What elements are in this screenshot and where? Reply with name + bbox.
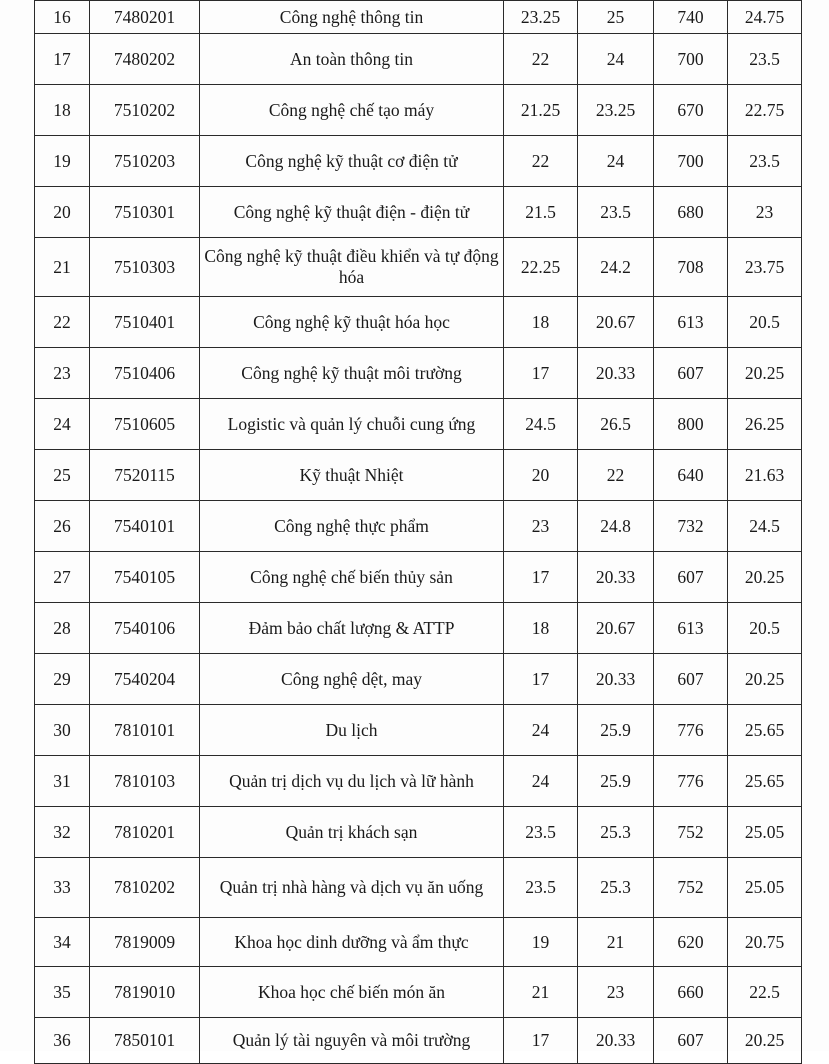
score-1-cell: 21.25 (504, 85, 578, 136)
score-1-cell: 22 (504, 34, 578, 85)
major-name-cell: An toàn thông tin (200, 34, 504, 85)
score-1-cell: 24 (504, 756, 578, 807)
major-code-cell: 7810202 (90, 858, 200, 918)
score-1-cell: 20 (504, 450, 578, 501)
score-3-cell: 613 (654, 297, 728, 348)
table-row (35, 1018, 802, 1064)
row-number-cell: 23 (35, 348, 90, 399)
score-1-cell: 23.5 (504, 807, 578, 858)
table-row (35, 187, 802, 238)
major-name-cell: Kỹ thuật Nhiệt (200, 450, 504, 501)
row-number-cell: 32 (35, 807, 90, 858)
score-3-cell: 776 (654, 756, 728, 807)
row-number-cell: 31 (35, 756, 90, 807)
score-2-cell: 20.33 (578, 348, 654, 399)
score-2-cell: 23.25 (578, 85, 654, 136)
row-number-cell: 18 (35, 85, 90, 136)
row-number-cell: 35 (35, 967, 90, 1018)
score-4-cell: 23.5 (728, 34, 802, 85)
score-3-cell: 752 (654, 858, 728, 918)
score-1-cell: 22.25 (504, 238, 578, 297)
major-name-cell: Công nghệ kỹ thuật điều khiển và tự động hóa (200, 238, 504, 297)
major-name-cell: Công nghệ kỹ thuật hóa học (200, 297, 504, 348)
table-row (35, 501, 802, 552)
score-4-cell: 20.25 (728, 552, 802, 603)
major-name-cell: Công nghệ thực phẩm (200, 501, 504, 552)
score-4-cell: 24.5 (728, 501, 802, 552)
score-2-cell: 23 (578, 967, 654, 1018)
row-number-cell: 28 (35, 603, 90, 654)
row-number-cell: 26 (35, 501, 90, 552)
score-2-cell: 20.33 (578, 552, 654, 603)
score-1-cell: 17 (504, 552, 578, 603)
score-4-cell: 22.5 (728, 967, 802, 1018)
score-2-cell: 26.5 (578, 399, 654, 450)
score-2-cell: 24 (578, 34, 654, 85)
score-2-cell: 22 (578, 450, 654, 501)
table-row (35, 399, 802, 450)
score-3-cell: 607 (654, 654, 728, 705)
score-3-cell: 800 (654, 399, 728, 450)
score-3-cell: 740 (654, 1, 728, 34)
major-name-cell: Đảm bảo chất lượng & ATTP (200, 603, 504, 654)
score-2-cell: 20.33 (578, 1018, 654, 1064)
major-code-cell: 7540204 (90, 654, 200, 705)
row-number-cell: 33 (35, 858, 90, 918)
score-2-cell: 21 (578, 918, 654, 967)
major-name-cell: Khoa học chế biến món ăn (200, 967, 504, 1018)
row-number-cell: 16 (35, 1, 90, 34)
row-number-cell: 34 (35, 918, 90, 967)
major-code-cell: 7480202 (90, 34, 200, 85)
score-1-cell: 24.5 (504, 399, 578, 450)
table-row (35, 1, 802, 34)
major-name-cell: Công nghệ kỹ thuật môi trường (200, 348, 504, 399)
score-3-cell: 680 (654, 187, 728, 238)
major-code-cell: 7540105 (90, 552, 200, 603)
table-row (35, 450, 802, 501)
major-code-cell: 7480201 (90, 1, 200, 34)
score-1-cell: 19 (504, 918, 578, 967)
score-1-cell: 18 (504, 297, 578, 348)
row-number-cell: 25 (35, 450, 90, 501)
score-3-cell: 700 (654, 34, 728, 85)
row-number-cell: 20 (35, 187, 90, 238)
score-4-cell: 23.75 (728, 238, 802, 297)
score-1-cell: 23.25 (504, 1, 578, 34)
score-2-cell: 25.9 (578, 756, 654, 807)
major-code-cell: 7850101 (90, 1018, 200, 1064)
major-code-cell: 7510301 (90, 187, 200, 238)
score-2-cell: 20.67 (578, 603, 654, 654)
major-code-cell: 7540106 (90, 603, 200, 654)
major-name-cell: Công nghệ kỹ thuật cơ điện tử (200, 136, 504, 187)
score-3-cell: 607 (654, 1018, 728, 1064)
score-3-cell: 640 (654, 450, 728, 501)
score-4-cell: 23.5 (728, 136, 802, 187)
score-1-cell: 21.5 (504, 187, 578, 238)
score-3-cell: 660 (654, 967, 728, 1018)
major-code-cell: 7810101 (90, 705, 200, 756)
score-4-cell: 26.25 (728, 399, 802, 450)
table-row (35, 136, 802, 187)
row-number-cell: 27 (35, 552, 90, 603)
table-row (35, 654, 802, 705)
major-code-cell: 7810201 (90, 807, 200, 858)
row-number-cell: 24 (35, 399, 90, 450)
score-2-cell: 25.3 (578, 858, 654, 918)
score-3-cell: 613 (654, 603, 728, 654)
table-row (35, 858, 802, 918)
major-name-cell: Công nghệ kỹ thuật điện - điện tử (200, 187, 504, 238)
score-1-cell: 23 (504, 501, 578, 552)
major-code-cell: 7510303 (90, 238, 200, 297)
major-code-cell: 7520115 (90, 450, 200, 501)
score-1-cell: 23.5 (504, 858, 578, 918)
score-2-cell: 24.8 (578, 501, 654, 552)
score-4-cell: 24.75 (728, 1, 802, 34)
row-number-cell: 19 (35, 136, 90, 187)
score-2-cell: 24 (578, 136, 654, 187)
table-row (35, 705, 802, 756)
table-row (35, 807, 802, 858)
major-name-cell: Công nghệ dệt, may (200, 654, 504, 705)
row-number-cell: 29 (35, 654, 90, 705)
score-4-cell: 23 (728, 187, 802, 238)
score-4-cell: 22.75 (728, 85, 802, 136)
row-number-cell: 22 (35, 297, 90, 348)
score-1-cell: 17 (504, 348, 578, 399)
score-1-cell: 18 (504, 603, 578, 654)
table-row (35, 552, 802, 603)
major-code-cell: 7540101 (90, 501, 200, 552)
major-name-cell: Quản trị nhà hàng và dịch vụ ăn uống (200, 858, 504, 918)
score-4-cell: 20.25 (728, 348, 802, 399)
table-row (35, 348, 802, 399)
table-row (35, 603, 802, 654)
major-name-cell: Quản trị dịch vụ du lịch và lữ hành (200, 756, 504, 807)
score-3-cell: 607 (654, 552, 728, 603)
score-1-cell: 24 (504, 705, 578, 756)
major-code-cell: 7510202 (90, 85, 200, 136)
major-name-cell: Công nghệ chế tạo máy (200, 85, 504, 136)
score-2-cell: 23.5 (578, 187, 654, 238)
major-name-cell: Công nghệ chế biến thủy sản (200, 552, 504, 603)
table-row (35, 238, 802, 297)
major-code-cell: 7510203 (90, 136, 200, 187)
major-code-cell: 7510401 (90, 297, 200, 348)
score-2-cell: 24.2 (578, 238, 654, 297)
score-3-cell: 708 (654, 238, 728, 297)
table-row (35, 85, 802, 136)
score-3-cell: 620 (654, 918, 728, 967)
score-3-cell: 776 (654, 705, 728, 756)
major-name-cell: Logistic và quản lý chuỗi cung ứng (200, 399, 504, 450)
major-name-cell: Khoa học dinh dưỡng và ẩm thực (200, 918, 504, 967)
major-code-cell: 7819010 (90, 967, 200, 1018)
row-number-cell: 17 (35, 34, 90, 85)
table-row (35, 297, 802, 348)
score-1-cell: 22 (504, 136, 578, 187)
major-name-cell: Du lịch (200, 705, 504, 756)
score-3-cell: 700 (654, 136, 728, 187)
major-name-cell: Quản trị khách sạn (200, 807, 504, 858)
score-4-cell: 25.05 (728, 807, 802, 858)
score-4-cell: 20.5 (728, 603, 802, 654)
row-number-cell: 30 (35, 705, 90, 756)
table-row (35, 756, 802, 807)
major-name-cell: Công nghệ thông tin (200, 1, 504, 34)
major-name-cell: Quản lý tài nguyên và môi trường (200, 1018, 504, 1064)
score-1-cell: 21 (504, 967, 578, 1018)
score-4-cell: 20.25 (728, 654, 802, 705)
score-4-cell: 20.5 (728, 297, 802, 348)
score-3-cell: 607 (654, 348, 728, 399)
row-number-cell: 21 (35, 238, 90, 297)
score-4-cell: 25.05 (728, 858, 802, 918)
score-2-cell: 20.33 (578, 654, 654, 705)
score-4-cell: 25.65 (728, 705, 802, 756)
score-4-cell: 21.63 (728, 450, 802, 501)
score-4-cell: 25.65 (728, 756, 802, 807)
score-2-cell: 25.9 (578, 705, 654, 756)
major-code-cell: 7819009 (90, 918, 200, 967)
score-4-cell: 20.25 (728, 1018, 802, 1064)
row-number-cell: 36 (35, 1018, 90, 1064)
score-4-cell: 20.75 (728, 918, 802, 967)
score-1-cell: 17 (504, 1018, 578, 1064)
score-3-cell: 670 (654, 85, 728, 136)
score-3-cell: 732 (654, 501, 728, 552)
table-row (35, 967, 802, 1018)
table-row (35, 918, 802, 967)
major-code-cell: 7510605 (90, 399, 200, 450)
admission-scores-table (34, 0, 802, 1064)
score-3-cell: 752 (654, 807, 728, 858)
score-2-cell: 25.3 (578, 807, 654, 858)
score-2-cell: 25 (578, 1, 654, 34)
major-code-cell: 7810103 (90, 756, 200, 807)
score-2-cell: 20.67 (578, 297, 654, 348)
major-code-cell: 7510406 (90, 348, 200, 399)
score-1-cell: 17 (504, 654, 578, 705)
table-body (35, 1, 802, 1064)
table-row (35, 34, 802, 85)
